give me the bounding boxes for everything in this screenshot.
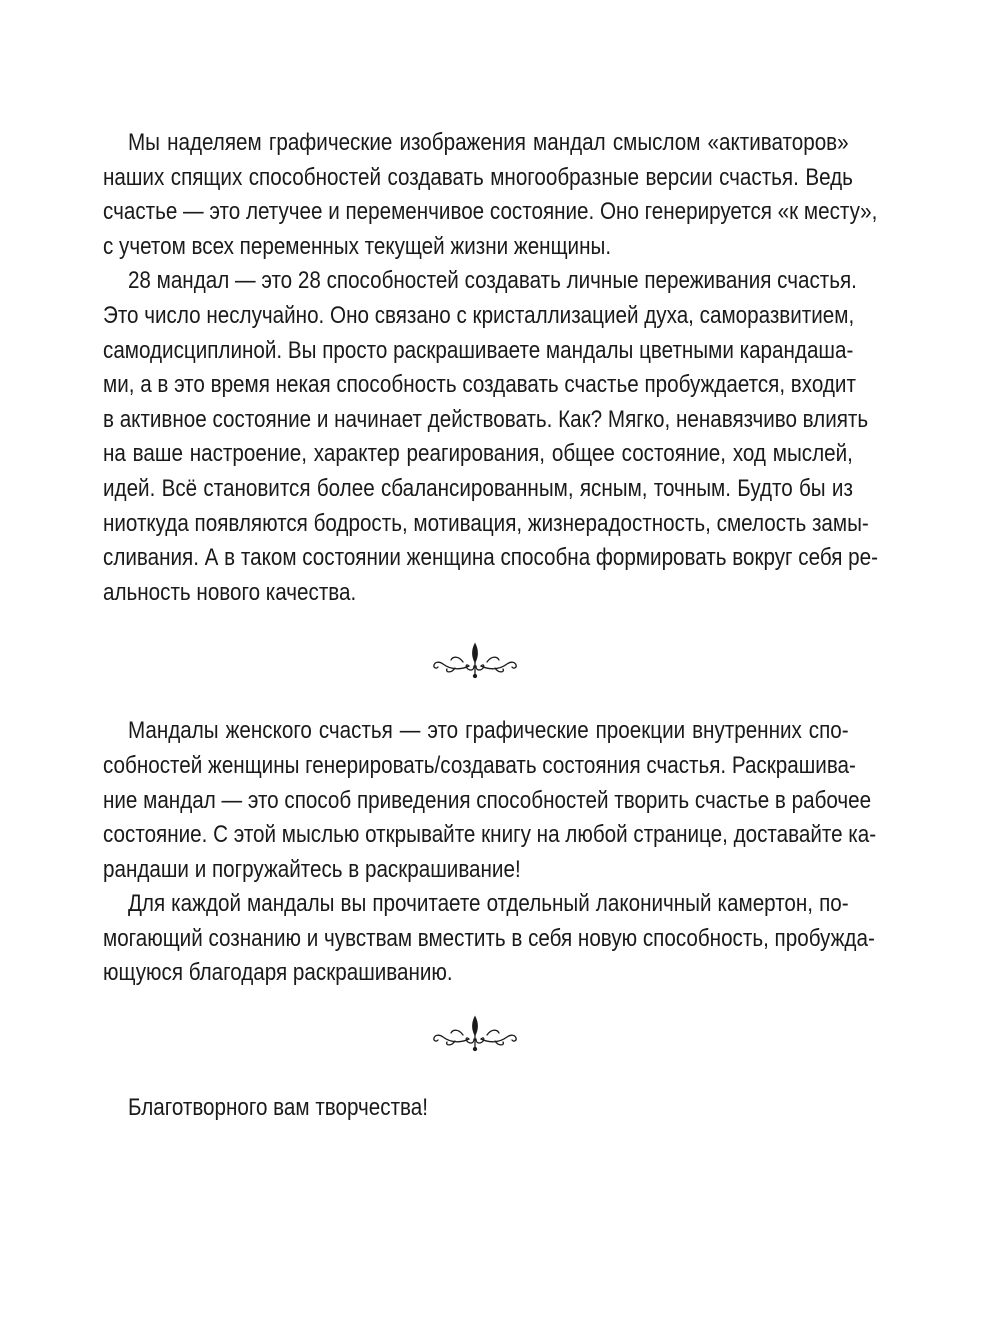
text-line: ниоткуда появляются бодрость, мотивация, жизнерадостность, смелость замы- <box>103 509 869 537</box>
page-body <box>103 126 878 1126</box>
paragraph-3 <box>103 714 877 887</box>
text-line: сливания. А в таком состоянии женщина способна формировать вокруг себя ре- <box>103 544 878 572</box>
text-line: рандаши и погружайтесь в раскрашивание! <box>103 855 521 883</box>
text-line: 28 мандал — это 28 способностей создавать личные переживания счастья. <box>127 267 857 295</box>
text-line: идей. Всё становится более сбалансированным, ясным, точным. Будто бы из <box>103 474 853 502</box>
text-line: собностей женщины генерировать/создавать состояния счастья. Раскрашива- <box>103 751 856 779</box>
text-line: состояние. С этой мыслью открывайте книгу на любой странице, доставайте ка- <box>103 821 877 849</box>
text-line: ние мандал — это способ приведения способностей творить счастье в рабочее <box>103 786 872 814</box>
text-line: Мандалы женского счастья — это графические проекции внутренних спо- <box>127 717 849 745</box>
text-line: наших спящих способностей создавать многообразные версии счастья. Ведь <box>103 163 853 191</box>
text-line: могающий сознанию и чувствам вместить в себя новую способность, пробужда- <box>103 924 875 952</box>
text-line: альность нового качества. <box>103 578 357 606</box>
paragraph-4 <box>103 887 875 991</box>
text-line: самодисциплиной. Вы просто раскрашиваете мандалы цветными карандаша- <box>103 336 854 364</box>
text-line: ми, а в это время некая способность создавать счастье пробуждается, входит <box>103 371 856 399</box>
fleuron-ornament-icon <box>425 640 525 680</box>
fleuron-ornament-icon <box>425 1013 525 1053</box>
closing-line: Благотворного вам творчества! <box>127 1094 428 1122</box>
paragraph-2 <box>103 264 878 610</box>
text-line: в активное состояние и начинает действовать. Как? Мягко, ненавязчиво влиять <box>103 405 869 433</box>
text-line: с учетом всех переменных текущей жизни женщины. <box>103 232 612 260</box>
text-line: Для каждой мандалы вы прочитаете отдельный лаконичный камертон, по- <box>127 890 849 918</box>
text-line: на ваше настроение, характер реагирования, общее состояние, ход мыслей, <box>103 440 853 468</box>
paragraph-1 <box>103 126 878 264</box>
text-line: счастье — это летучее и переменчивое состояние. Оно генерируется «к месту», <box>103 198 878 226</box>
text-line: Мы наделяем графические изображения мандал смыслом «активаторов» <box>127 129 849 156</box>
text-line: Это число неслучайно. Оно связано с кристаллизацией духа, саморазвитием, <box>103 301 855 329</box>
text-line: ющуюся благодаря раскрашиванию. <box>103 959 453 987</box>
